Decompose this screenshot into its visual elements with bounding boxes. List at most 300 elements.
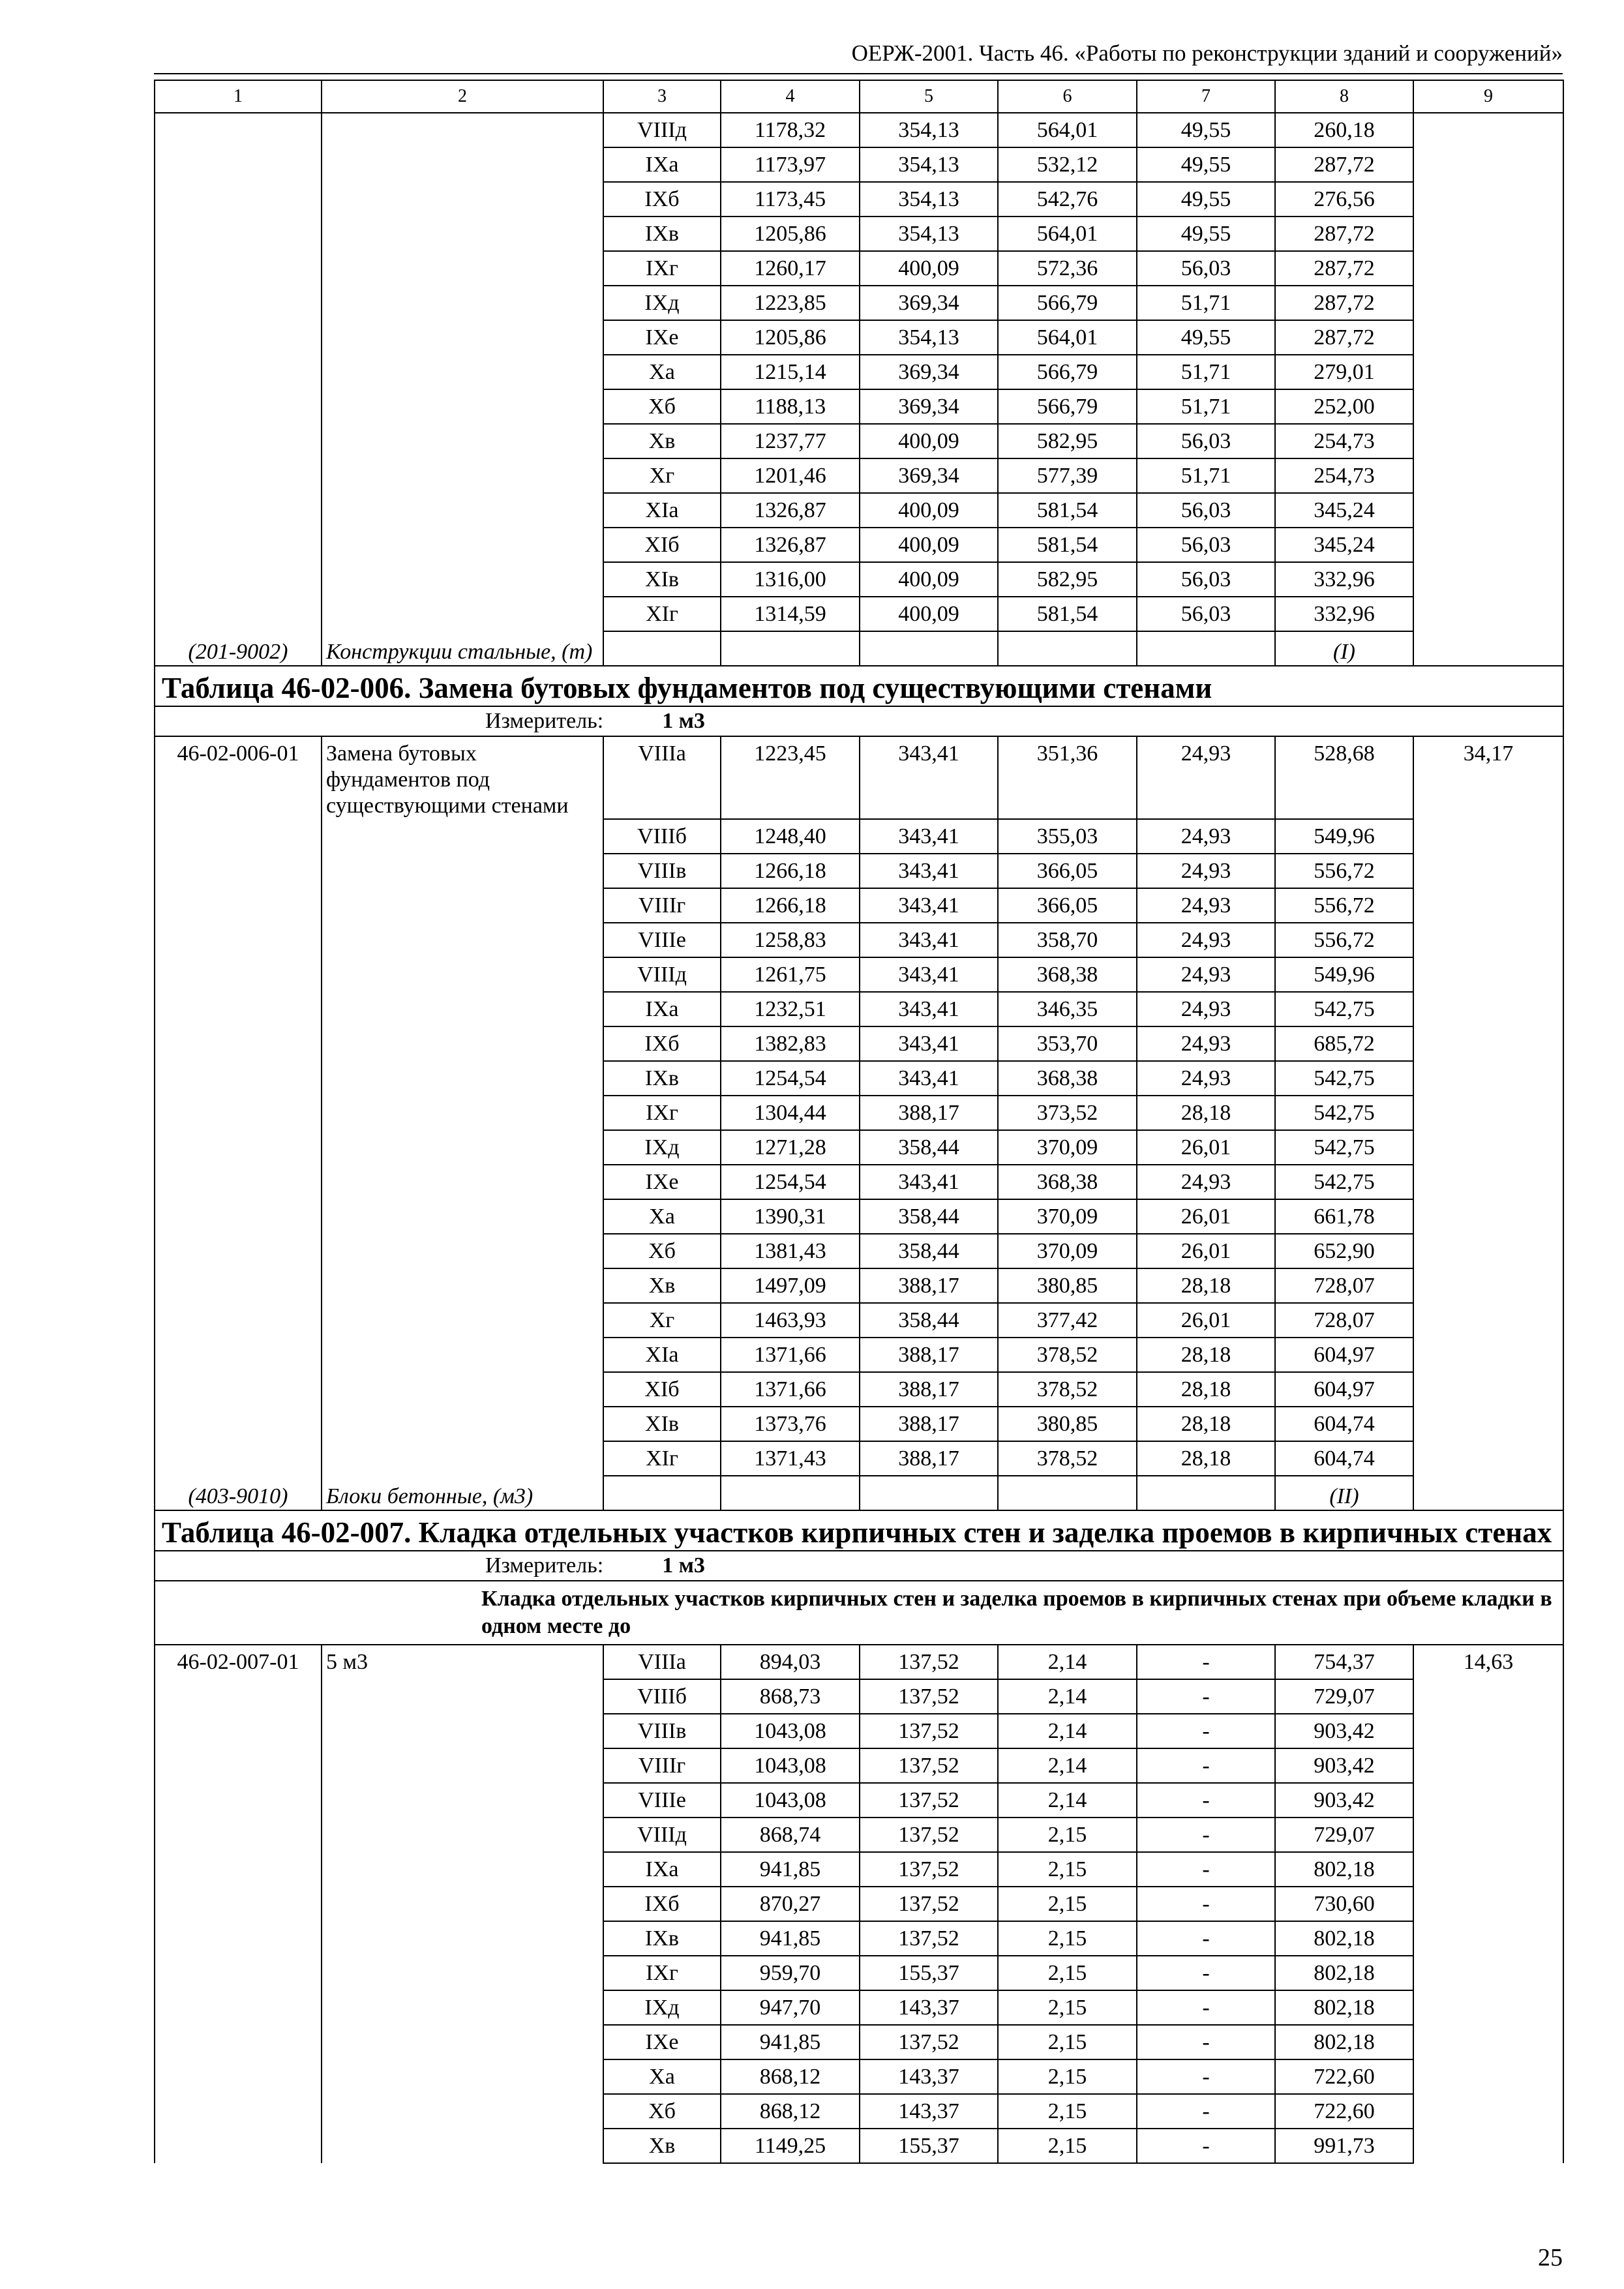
value-cell: 370,09 (998, 1234, 1137, 1268)
rate-code-cont (155, 819, 322, 854)
column-9-cont (1413, 1441, 1563, 1476)
value-cell: 1373,76 (721, 1407, 860, 1441)
column-9-cont (1413, 1783, 1563, 1818)
rate-description-cont (322, 2059, 603, 2094)
value-cell: 137,52 (860, 1921, 998, 1956)
value-cell: 802,18 (1275, 2025, 1413, 2059)
column-9-cont (1413, 1268, 1563, 1303)
table-row (155, 1407, 1563, 1441)
column-number: 7 (1137, 80, 1275, 113)
value-cell: 24,93 (1137, 1026, 1275, 1061)
value-cell: 991,73 (1275, 2129, 1413, 2163)
value-cell: 604,97 (1275, 1372, 1413, 1407)
value-cell: 26,01 (1137, 1199, 1275, 1234)
value-cell: 380,85 (998, 1407, 1137, 1441)
rate-code-cont (155, 1748, 322, 1783)
unit-value: 1 м3 (662, 709, 705, 733)
zone-cell: VIIIд (603, 1818, 721, 1852)
value-cell: 388,17 (860, 1407, 998, 1441)
rate-description-cont (322, 1303, 603, 1338)
table-row (155, 493, 1563, 528)
value-cell: 728,07 (1275, 1268, 1413, 1303)
rate-description-cont (322, 424, 603, 458)
column-9-cont (1413, 286, 1563, 320)
table-row (155, 1956, 1563, 1990)
rate-code-cont (155, 1061, 322, 1096)
value-cell: 355,03 (998, 819, 1137, 854)
rate-description-cont (322, 2025, 603, 2059)
value-cell: 1173,97 (721, 147, 860, 182)
value-cell: 1248,40 (721, 819, 860, 854)
rate-code-cont (155, 1887, 322, 1921)
value-cell: 566,79 (998, 389, 1137, 424)
value-cell: 542,75 (1275, 1096, 1413, 1130)
value-cell: 754,37 (1275, 1645, 1413, 1679)
rate-code-cont (155, 1714, 322, 1748)
table-row (155, 2129, 1563, 2163)
zone-cell: IXб (603, 182, 721, 217)
value-cell: 56,03 (1137, 424, 1275, 458)
value-cell: 137,52 (860, 1645, 998, 1679)
table-row (155, 1645, 1563, 1679)
value-cell: 358,44 (860, 1130, 998, 1165)
column-9-cont (1413, 992, 1563, 1026)
rate-description-cont (322, 320, 603, 355)
value-cell: 400,09 (860, 493, 998, 528)
value-cell: 370,09 (998, 1199, 1137, 1234)
value-cell: 2,15 (998, 1921, 1137, 1956)
rate-description-cont (322, 1338, 603, 1372)
table-row (155, 286, 1563, 320)
zone-cell: XIв (603, 1407, 721, 1441)
value-cell: 528,68 (1275, 736, 1413, 819)
value-cell: 802,18 (1275, 1990, 1413, 2025)
rate-code-cont (155, 854, 322, 888)
value-cell: - (1137, 1852, 1275, 1887)
rate-code-cont (155, 1338, 322, 1372)
rate-description-cont (322, 147, 603, 182)
resource-ref: (II) (1275, 1476, 1413, 1510)
column-9-cont (1413, 1407, 1563, 1441)
value-cell: 1266,18 (721, 888, 860, 923)
value-cell: 1173,45 (721, 182, 860, 217)
column-9-cont (1413, 1130, 1563, 1165)
rate-description-cont (322, 1714, 603, 1748)
zone-cell: IXд (603, 286, 721, 320)
table-row (155, 217, 1563, 251)
value-cell: 373,52 (998, 1096, 1137, 1130)
rate-code-cont (155, 1268, 322, 1303)
table-row (155, 888, 1563, 923)
rate-description-cont (322, 888, 603, 923)
column-number: 5 (860, 80, 998, 113)
zone-cell: Xa (603, 2059, 721, 2094)
value-cell: 368,38 (998, 1061, 1137, 1096)
value-cell: 370,09 (998, 1130, 1137, 1165)
table-row (155, 528, 1563, 562)
column-9-cont (1413, 2059, 1563, 2094)
table-row (155, 424, 1563, 458)
value-cell: - (1137, 1748, 1275, 1783)
value-cell: 137,52 (860, 2025, 998, 2059)
rate-code-cont (155, 251, 322, 286)
unit-value: 1 м3 (662, 1553, 705, 1578)
value-cell: 287,72 (1275, 251, 1413, 286)
column-9-cont (1413, 631, 1563, 666)
value-cell: 24,93 (1137, 888, 1275, 923)
value-cell: 1254,54 (721, 1165, 860, 1199)
value-cell: 566,79 (998, 286, 1137, 320)
table-row (155, 1748, 1563, 1783)
column-9-cont (1413, 957, 1563, 992)
zone-cell: VIIIб (603, 1679, 721, 1714)
column-number-row (155, 80, 1563, 113)
value-cell: 2,14 (998, 1679, 1137, 1714)
value-cell: 604,74 (1275, 1407, 1413, 1441)
value-cell: 802,18 (1275, 1956, 1413, 1990)
unit-row (155, 1551, 1563, 1581)
value-cell: 2,14 (998, 1748, 1137, 1783)
rate-description-cont (322, 217, 603, 251)
zone-cell: IXe (603, 320, 721, 355)
value-cell: 24,93 (1137, 923, 1275, 957)
value-cell: 366,05 (998, 854, 1137, 888)
value-cell: 903,42 (1275, 1783, 1413, 1818)
table-row (155, 1026, 1563, 1061)
value-cell: 343,41 (860, 736, 998, 819)
value-cell: 358,44 (860, 1199, 998, 1234)
column-9-cont (1413, 458, 1563, 493)
column-9-cont (1413, 2094, 1563, 2129)
rate-description-cont (322, 1234, 603, 1268)
value-cell: 369,34 (860, 458, 998, 493)
table-row (155, 736, 1563, 819)
value-cell: 577,39 (998, 458, 1137, 493)
value-cell: 254,73 (1275, 424, 1413, 458)
value-cell: 1205,86 (721, 217, 860, 251)
value-cell: 564,01 (998, 113, 1137, 147)
value-cell: 1188,13 (721, 389, 860, 424)
unit-cell (155, 1551, 1563, 1581)
header-rule (154, 73, 1563, 74)
value-cell: 49,55 (1137, 182, 1275, 217)
column-9-cont (1413, 1748, 1563, 1783)
column-number: 6 (998, 80, 1137, 113)
rate-code (155, 113, 322, 147)
value-cell: 2,15 (998, 2129, 1137, 2163)
resource-code: (403-9010) (155, 1476, 322, 1510)
value-cell: 343,41 (860, 992, 998, 1026)
value-cell: 868,73 (721, 1679, 860, 1714)
value-cell: 870,27 (721, 1887, 860, 1921)
unit-label: Измеритель: (485, 709, 604, 733)
zone-cell: VIIIa (603, 1645, 721, 1679)
empty-cell (860, 1476, 998, 1510)
table-row (155, 147, 1563, 182)
value-cell: 24,93 (1137, 819, 1275, 854)
table-row (155, 1783, 1563, 1818)
zone-cell: IXг (603, 251, 721, 286)
table-row (155, 1268, 1563, 1303)
value-cell: 542,75 (1275, 1165, 1413, 1199)
rate-description-cont (322, 597, 603, 631)
value-cell: 388,17 (860, 1268, 998, 1303)
resource-ref: (I) (1275, 631, 1413, 666)
zone-cell: Xг (603, 458, 721, 493)
rate-code-cont (155, 1956, 322, 1990)
value-cell: 903,42 (1275, 1748, 1413, 1783)
value-cell: 343,41 (860, 888, 998, 923)
value-cell: 2,14 (998, 1783, 1137, 1818)
rate-description-cont (322, 2129, 603, 2163)
value-cell: 1314,59 (721, 597, 860, 631)
table-title-row (155, 666, 1563, 706)
rate-description (322, 113, 603, 147)
value-cell: 582,95 (998, 562, 1137, 597)
zone-cell: IXд (603, 1990, 721, 2025)
rate-description-cont (322, 1372, 603, 1407)
zone-cell: Xб (603, 2094, 721, 2129)
value-cell: 549,96 (1275, 957, 1413, 992)
column-9-cont (1413, 1096, 1563, 1130)
value-cell: 2,15 (998, 2025, 1137, 2059)
rate-code: 46-02-006-01 (155, 736, 322, 819)
table-row (155, 562, 1563, 597)
rate-description-cont (322, 1268, 603, 1303)
value-cell: 378,52 (998, 1338, 1137, 1372)
value-cell: 1043,08 (721, 1783, 860, 1818)
value-cell: 868,74 (721, 1818, 860, 1852)
table-row (155, 1303, 1563, 1338)
value-cell: 26,01 (1137, 1234, 1275, 1268)
value-cell: 400,09 (860, 424, 998, 458)
rate-description-cont (322, 957, 603, 992)
value-cell: 556,72 (1275, 923, 1413, 957)
rate-description-cont (322, 1748, 603, 1783)
value-cell: - (1137, 2025, 1275, 2059)
value-cell: 155,37 (860, 1956, 998, 1990)
table-row (155, 1990, 1563, 2025)
column-number: 4 (721, 80, 860, 113)
value-cell: 332,96 (1275, 562, 1413, 597)
value-cell: 564,01 (998, 217, 1137, 251)
zone-cell: IXг (603, 1096, 721, 1130)
page-number: 25 (1538, 2244, 1563, 2271)
value-cell: 2,15 (998, 1990, 1137, 2025)
value-cell: 137,52 (860, 1783, 998, 1818)
column-9-cont (1413, 389, 1563, 424)
table-row (155, 1921, 1563, 1956)
value-cell: 2,15 (998, 1956, 1137, 1990)
value-cell: 542,75 (1275, 1061, 1413, 1096)
empty-cell (860, 631, 998, 666)
value-cell: 1254,54 (721, 1061, 860, 1096)
value-cell: 369,34 (860, 286, 998, 320)
unit-cell (155, 706, 1563, 736)
value-cell: 137,52 (860, 1714, 998, 1748)
resource-row (155, 631, 1563, 666)
rate-description-cont (322, 528, 603, 562)
value-cell: 24,93 (1137, 992, 1275, 1026)
table-row (155, 320, 1563, 355)
empty-cell (1137, 1476, 1275, 1510)
column-9-cont (1413, 923, 1563, 957)
column-number: 2 (322, 80, 603, 113)
value-cell: 343,41 (860, 854, 998, 888)
value-cell: 542,75 (1275, 992, 1413, 1026)
zone-cell: VIIIв (603, 1714, 721, 1748)
rate-description-cont (322, 1956, 603, 1990)
rate-code-cont (155, 1199, 322, 1234)
table-row (155, 1372, 1563, 1407)
value-cell: 358,44 (860, 1234, 998, 1268)
value-cell: 24,93 (1137, 1165, 1275, 1199)
rate-code-cont (155, 286, 322, 320)
value-cell: 343,41 (860, 957, 998, 992)
value-cell: 400,09 (860, 562, 998, 597)
column-number: 8 (1275, 80, 1413, 113)
zone-cell: Xв (603, 424, 721, 458)
column-9-cont (1413, 597, 1563, 631)
rate-description-cont (322, 1783, 603, 1818)
rate-code-cont (155, 147, 322, 182)
value-cell: 542,75 (1275, 1130, 1413, 1165)
empty-cell (998, 1476, 1137, 1510)
value-cell: 137,52 (860, 1852, 998, 1887)
rate-code-cont (155, 182, 322, 217)
zone-cell: IXa (603, 1852, 721, 1887)
value-cell: 56,03 (1137, 562, 1275, 597)
zone-cell: IXв (603, 217, 721, 251)
value-cell: 1043,08 (721, 1748, 860, 1783)
value-cell: 343,41 (860, 1026, 998, 1061)
rate-code-cont (155, 1165, 322, 1199)
value-cell: 581,54 (998, 493, 1137, 528)
column-9-cont (1413, 1476, 1563, 1510)
value-cell: 730,60 (1275, 1887, 1413, 1921)
value-cell: 959,70 (721, 1956, 860, 1990)
value-cell: 685,72 (1275, 1026, 1413, 1061)
table-row (155, 992, 1563, 1026)
column-9-value: 34,17 (1413, 736, 1563, 819)
column-9-cont (1413, 1679, 1563, 1714)
rate-code-cont (155, 1783, 322, 1818)
value-cell: 343,41 (860, 1061, 998, 1096)
value-cell: 252,00 (1275, 389, 1413, 424)
value-cell: 287,72 (1275, 147, 1413, 182)
value-cell: 566,79 (998, 355, 1137, 389)
rate-description-cont (322, 992, 603, 1026)
resource-code: (201-9002) (155, 631, 322, 666)
table-row (155, 2059, 1563, 2094)
rate-description-cont (322, 1679, 603, 1714)
value-cell: 28,18 (1137, 1372, 1275, 1407)
table-row (155, 2025, 1563, 2059)
value-cell: 868,12 (721, 2094, 860, 2129)
column-9-cont (1413, 1165, 1563, 1199)
value-cell: 351,36 (998, 736, 1137, 819)
value-cell: 1497,09 (721, 1268, 860, 1303)
rate-code-cont (155, 2025, 322, 2059)
column-9-cont (1413, 2129, 1563, 2163)
value-cell: 2,15 (998, 2094, 1137, 2129)
value-cell: 581,54 (998, 597, 1137, 631)
value-cell: 1381,43 (721, 1234, 860, 1268)
value-cell: - (1137, 1956, 1275, 1990)
value-cell: 556,72 (1275, 888, 1413, 923)
column-9-cont (1413, 1372, 1563, 1407)
value-cell: 137,52 (860, 1679, 998, 1714)
value-cell: 343,41 (860, 1165, 998, 1199)
column-9-cont (1413, 147, 1563, 182)
table-row (155, 113, 1563, 147)
zone-cell: Xв (603, 2129, 721, 2163)
column-9-cont (1413, 888, 1563, 923)
value-cell: 354,13 (860, 217, 998, 251)
table-row (155, 819, 1563, 854)
table-row (155, 597, 1563, 631)
rate-description: Замена бутовых фундаментов под существующими стенами (322, 736, 603, 819)
zone-cell: XIг (603, 597, 721, 631)
table-row (155, 1234, 1563, 1268)
value-cell: - (1137, 1679, 1275, 1714)
value-cell: 49,55 (1137, 147, 1275, 182)
rate-code-cont (155, 217, 322, 251)
value-cell: 56,03 (1137, 528, 1275, 562)
value-cell: 155,37 (860, 2129, 998, 2163)
rate-description: 5 м3 (322, 1645, 603, 1679)
value-cell: - (1137, 2129, 1275, 2163)
rate-description-cont (322, 1096, 603, 1130)
value-cell: 49,55 (1137, 217, 1275, 251)
value-cell: 137,52 (860, 1887, 998, 1921)
rate-code-cont (155, 597, 322, 631)
value-cell: 378,52 (998, 1441, 1137, 1476)
column-number: 1 (155, 80, 322, 113)
zone-cell: VIIIe (603, 1783, 721, 1818)
table-row (155, 1199, 1563, 1234)
value-cell: 56,03 (1137, 597, 1275, 631)
rate-code-cont (155, 1407, 322, 1441)
value-cell: 378,52 (998, 1372, 1137, 1407)
zone-cell: Xб (603, 389, 721, 424)
rate-code-cont (155, 1026, 322, 1061)
value-cell: 51,71 (1137, 458, 1275, 493)
table-row (155, 458, 1563, 493)
value-cell: 1261,75 (721, 957, 860, 992)
rate-description-cont (322, 923, 603, 957)
zone-cell: XIa (603, 1338, 721, 1372)
zone-cell: Xa (603, 355, 721, 389)
value-cell: 354,13 (860, 113, 998, 147)
value-cell: 143,37 (860, 2094, 998, 2129)
rate-code-cont (155, 389, 322, 424)
column-9-cont (1413, 1026, 1563, 1061)
table-row (155, 1714, 1563, 1748)
rate-code-cont (155, 320, 322, 355)
value-cell: 1232,51 (721, 992, 860, 1026)
value-cell: - (1137, 1921, 1275, 1956)
value-cell: 260,18 (1275, 113, 1413, 147)
value-cell: - (1137, 1818, 1275, 1852)
zone-cell: VIIIг (603, 888, 721, 923)
rate-description-cont (322, 1441, 603, 1476)
column-9-cont (1413, 562, 1563, 597)
column-9-cont (1413, 528, 1563, 562)
value-cell: 276,56 (1275, 182, 1413, 217)
table-row (155, 1679, 1563, 1714)
empty-cell (998, 631, 1137, 666)
